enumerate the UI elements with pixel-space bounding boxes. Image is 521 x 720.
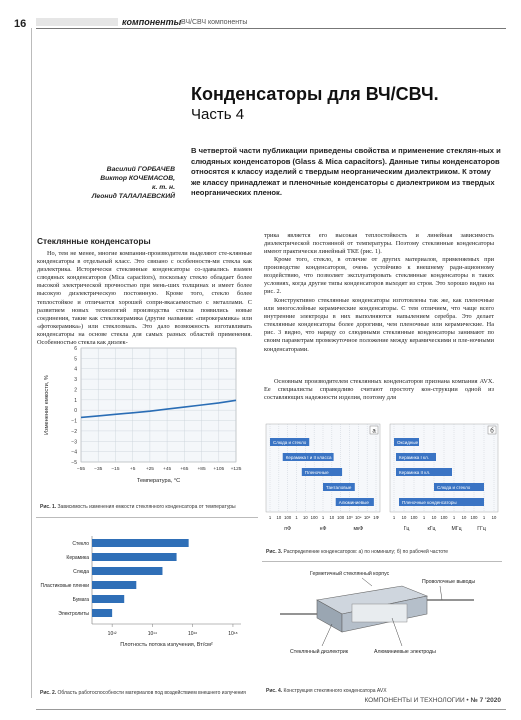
fig2-bar (92, 539, 189, 547)
fig3-xtick-label: 100 (310, 515, 318, 520)
fig1-divider (36, 517, 258, 518)
fig1-xtick-label: +45 (163, 467, 172, 472)
fig1-ytick-label: 4 (74, 366, 77, 373)
fig3-range-label: Керамика I кл. (399, 455, 429, 460)
fig3-range-label: Керамика I и II класса (285, 455, 332, 460)
fig1-caption-text: Зависимость изменения емкости стеклянного конденсатора от температуры (57, 504, 236, 510)
fig3-xtick-label: 10 (491, 515, 497, 520)
fig3-panel-letter: а (372, 428, 376, 435)
fig2-category-label: Стекло (72, 541, 89, 547)
fig1-ytick-label: −5 (71, 460, 77, 466)
fig2-xlabel: Плотность потока излучения, Вт/см² (120, 642, 213, 648)
footer-issue: № 7 '2020 (470, 697, 501, 704)
fig2-bar (92, 595, 124, 603)
col2-paragraph-3: Конструктивно стеклянные конденсаторы изготовлены так же, как пленочные или многослойные керамические конденсаторы. С тем отличием, что чаще всего внутренние электроды в них выполняются напылением серебра. Это делает стеклянные конденсаторы более дорогими, чем пленочные или керамические. На рис. 3 видно, что наряду со слюдяными стеклянные конденсаторы занимают по своим параметрам промежуточное положение между керамическими и пле-ночными конденсаторами. (264, 297, 494, 353)
fig3-divider (262, 561, 502, 562)
fig1-ytick-label: −4 (71, 449, 77, 456)
col2-paragraph-4: Основным производителем стеклянных конденсаторов признана компания AVX. Ее специалисты справедливо считают простоту кон-струкции одной из составляющих надежности изделия, поэтому для (264, 378, 494, 402)
fig2-xtick-label: 10¹⁸ (228, 631, 238, 637)
fig3-unit-label: нФ (319, 526, 327, 532)
fig1-chart (36, 340, 256, 495)
fig1-ytick-label: −3 (71, 439, 77, 446)
fig3-caption-text: Распределение конденсаторов: а) по номиналу; б) по рабочей частоте (283, 549, 449, 555)
fig2-chart (36, 530, 258, 680)
col2-paragraph-2: Кроме того, стекло, в отличие от других материалов, применяемых при производстве конденсаторов, очень устойчиво к внешнему ради-ационному воздействию, что позволяет эксплуатировать стеклянные конденсаторы в таких условиях, когда другие типы конденсаторов выходят из строя. Это хорошо видно на рис. 2. (264, 256, 494, 296)
article-lead: В четвертой части публикации приведены свойства и применение стеклян-ных и слюдяных конденсаторов (Glass & Mica capacitors). Данные типы конденсаторов относятся к классу изделий с твердым неорганическим диэлектриком. К этому же классу принадлежат и пленочные конденсаторы с диэлектриком из твердых неорганических пленок. (191, 146, 501, 197)
fig3-unit-label: МГц (451, 526, 462, 532)
callout-dielectric (322, 624, 332, 646)
fig1-ytick-label: −1 (71, 418, 77, 425)
col1-paragraph: Но, тем не менее, многие компании-производители выделяют сте-клянные конденсаторы в отдельный класс. Это связано с особенностя-ми стекла как диэлектрика. Исторически стеклянные конденсаторы со-здавались взамен слюдяных конденсаторов (Mica capacitors), поскольку стекло обладает более высокой электрической прочностью при мень-ших толщинах и имеет более высокую диэлектрическую постоянную. Кроме того, стекло более теплостойкое и отличается хорошей сопри-вкасаемостью с металлами. С развитием новых технологий производства стекла появились новые соединения, такие как стеклокерамика (другие названия: «пирокерамика» или «фотокерамика») или стеклозмаль. Это дало возможность изготавливать конденсаторы на основе стекла для самых разных областей применения. Особенностью стекла как диэлек- (37, 250, 252, 347)
fig3-xtick-label: 1 (321, 515, 325, 520)
authors (60, 165, 175, 201)
fig1-xtick-label: +105 (213, 467, 225, 472)
fig3-xtick-label: 10 (401, 515, 407, 520)
fig2-bar (92, 553, 177, 561)
article-subtitle: Часть 4 (191, 106, 245, 123)
fig3-range-label: Керамика II кл. (399, 470, 431, 475)
fig1-ytick-label: 2 (74, 387, 77, 394)
fig3-xtick-label: 100 (337, 515, 345, 520)
fig3-unit-label: мкФ (353, 526, 364, 532)
fig4-diagram (262, 566, 502, 681)
fig1-ytick-label: 1 (74, 397, 77, 404)
fig1-xtick-label: −55 (76, 467, 86, 472)
fig1-ylabel: Изменение емкости, % (44, 375, 50, 435)
fig3-range-label: Танталовые (326, 485, 352, 490)
fig2-category-label: Керамика (66, 555, 89, 561)
fig3-range-label: Слюда и стекло (437, 485, 471, 490)
fig3-xtick-label: 10 (431, 515, 437, 520)
author-1: Василий ГОРБАЧЕВ (106, 166, 175, 173)
fig3-xtick-label: 100 (470, 515, 478, 520)
electrode-stack (352, 604, 407, 622)
footer-journal: КОМПОНЕНТЫ И ТЕХНОЛОГИИ (364, 697, 465, 704)
fig3-xtick-label: 1 (392, 515, 396, 520)
fig3-xtick-label: 1 (268, 515, 272, 520)
fig3-xtick-label: 10⁴ (355, 515, 362, 520)
page-number: 16 (14, 18, 27, 30)
fig1-ytick-label: 5 (74, 356, 77, 363)
header-subsection: ВЧ/СВЧ компоненты (181, 19, 248, 26)
fig1-xlabel: Температура, °С (136, 478, 181, 484)
fig4-caption-num: Рис. 4. (266, 688, 283, 694)
fig2-category-label: Бумага (72, 597, 89, 603)
section-heading: Стеклянные конденсаторы (37, 236, 151, 246)
header-divider (36, 28, 506, 29)
fig4-caption-text: Конструкция стеклянного конденсатора AVX (283, 688, 387, 694)
fig2-category-label: Слюда (73, 569, 89, 575)
author-2: Виктор КОЧЕМАСОВ, (100, 175, 175, 182)
author-2-degree: к. т. н. (152, 184, 175, 191)
fig3-range-label: Пленочные (304, 470, 329, 475)
callout-leads (440, 586, 442, 600)
callout-housing (362, 578, 372, 586)
label-housing: Герметичный стеклянный корпус (310, 571, 390, 577)
fig2-bar (92, 567, 162, 575)
fig1-xtick-label: +25 (145, 467, 154, 472)
fig1-ytick-label: 3 (74, 377, 77, 384)
fig3-xtick-label: 1Ф (373, 515, 379, 520)
fig3-xtick-label: 10 (276, 515, 282, 520)
fig1-ytick-label: 0 (74, 408, 77, 415)
header-rule (36, 18, 118, 26)
header-section: компоненты (122, 17, 182, 27)
fig2-xtick-label: 10¹² (107, 631, 117, 637)
label-dielectric: Стеклянный диэлектрик (290, 649, 349, 655)
fig1-xtick-label: +5 (129, 467, 136, 472)
fig3-unit-label: кГц (427, 526, 436, 532)
fig2-category-label: Электролиты (58, 611, 89, 617)
capacitor-illustration (280, 578, 474, 646)
fig3-caption (266, 549, 506, 555)
fig1-plot-area (81, 348, 236, 462)
fig3-xtick-label: 10 (461, 515, 467, 520)
fig3-unit-label: Гц (403, 526, 410, 532)
fig2-caption-text: Область работоспособности материалов под воздействием внешнего излучения (57, 690, 246, 696)
footer: КОМПОНЕНТЫ И ТЕХНОЛОГИИ • № 7 '2020 (364, 697, 501, 704)
fig3-unit-label: ГГц (477, 526, 486, 532)
col2-paragraph-1: трика является его высокая теплостойкость и линейная зависимость диэлектрической постоянной от температуры. Поэтому стеклянные конденсаторы имеют практически линейный ТКЕ (рис. 1). (264, 232, 494, 256)
fig1-xtick-label: +65 (180, 467, 189, 472)
article-title: Конденсаторы для ВЧ/СВЧ. (191, 84, 439, 104)
fig3-range-label: Слюда и стекло (273, 440, 307, 445)
fig3-xtick-label: 100 (284, 515, 292, 520)
fig2-caption-num: Рис. 2. (40, 690, 57, 696)
fig3-xtick-label: 100 (440, 515, 448, 520)
fig3-range-label: Оксидные (397, 440, 419, 445)
fig3-xtick-label: 10 (302, 515, 308, 520)
author-3: Леонид ТАЛАЛАЕВСКИЙ (91, 193, 175, 200)
fig2-bar (92, 581, 136, 589)
fig1-ytick-label: 6 (74, 346, 77, 352)
fig3-panel-letter: б (490, 428, 494, 435)
fig1-xtick-label: +125 (230, 467, 242, 472)
fig1-caption-num: Рис. 1. (40, 504, 57, 510)
fig2-bar (92, 609, 112, 617)
fig3-xtick-label: 1 (295, 515, 298, 520)
fig2-caption (40, 690, 265, 696)
fig1-ytick-label: −2 (71, 428, 77, 435)
fig2-xtick-label: 10¹⁴ (147, 631, 158, 637)
label-electrodes: Алюминиевые электроды (374, 649, 436, 655)
fig3-xtick-label: 1 (452, 515, 456, 520)
fig3-xtick-label: 1 (422, 515, 426, 520)
fig3-chart (262, 418, 502, 543)
fig3-xtick-label: 10 (329, 515, 335, 520)
fig1-caption (40, 504, 255, 510)
fig1-xtick-label: −35 (94, 467, 103, 472)
fig1-xtick-label: −15 (111, 467, 120, 472)
fig1-xtick-label: +85 (197, 467, 206, 472)
fig3-range-label: Алюминиевые (338, 500, 369, 505)
fig3-xtick-label: 10³ (346, 515, 353, 520)
fig2-xtick-label: 10¹⁶ (188, 631, 198, 637)
fig4-caption (266, 688, 506, 694)
fig3-unit-label: пФ (284, 526, 292, 532)
fig3-range-label: Пленочные конденсаторы (402, 500, 457, 505)
fig3-xtick-label: 10⁵ (363, 515, 371, 520)
fig2-category-label: Пластиковые пленки (40, 583, 89, 589)
footer-bar (36, 709, 506, 710)
fig3-caption-num: Рис. 3. (266, 549, 283, 555)
fig3-xtick-label: 1 (482, 515, 486, 520)
fig3-xtick-label: 100 (410, 515, 418, 520)
left-margin-rule (31, 28, 32, 698)
label-leads: Проволочные выводы (422, 579, 476, 585)
